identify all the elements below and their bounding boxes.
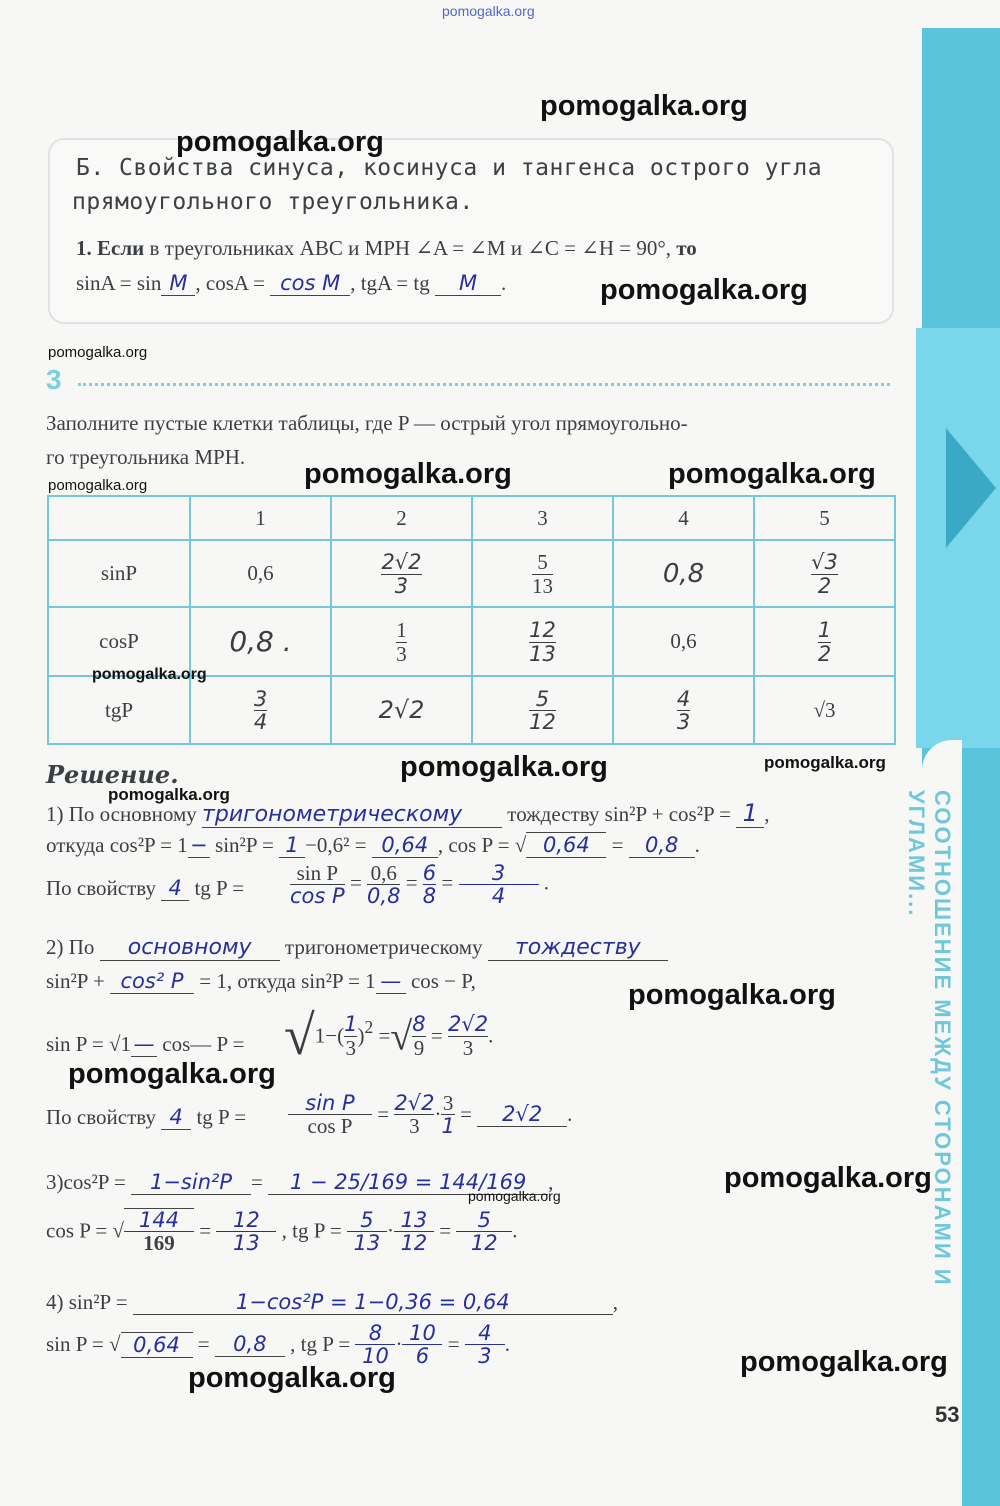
cos-cell-4: 0,6 — [613, 607, 754, 676]
section-b-answers — [76, 271, 506, 296]
step4-line2: sin P = √ 0,64 = 0,8 , tg P = $\frac{8}{10}$ · $\frac{10}{6}$ = $\frac{4}{3}$ . — [46, 1321, 511, 1369]
step1-fractions: $\frac{\text{sin P}}{\text{cos P}}$ = $\frac{0,6}{0,8}$ = $\frac{6}{8}$ = $\frac{3}{4}$ . — [290, 861, 549, 909]
col-header-4: 4 — [613, 496, 754, 540]
watermark: pomogalka.org — [724, 1162, 932, 1194]
tg-prefix: , tgA = tg — [350, 271, 430, 295]
chapter-arrow-icon — [946, 428, 996, 548]
cos-answer: cos M — [270, 271, 350, 296]
watermark: pomogalka.org — [304, 458, 512, 490]
page-number: 53 — [935, 1402, 960, 1427]
watermark: pomogalka.org — [540, 90, 748, 122]
task-number: 3 — [46, 364, 62, 395]
tg-cell-1: $\frac{3}{4}$ — [190, 676, 331, 744]
sin-cell-1: 0,6 — [190, 540, 331, 607]
col-header-2: 2 — [331, 496, 472, 540]
solution-title: Решение. — [46, 760, 179, 789]
step2-fractions: $\frac{\text{sin P}}{\text{cos P}}$ = $\frac{2√2}{3}$ · $\frac{3}{1}$ = 2√2 . — [288, 1092, 572, 1137]
watermark: pomogalka.org — [668, 458, 876, 490]
col-header-1: 1 — [190, 496, 331, 540]
watermark: pomogalka.org — [628, 979, 836, 1011]
step1-line3: По свойству 4 tg P = — [46, 876, 245, 900]
step1-answer-identity: тригонометрическому — [202, 802, 502, 828]
step1-answer-one: 1 — [736, 799, 764, 828]
col-header-3: 3 — [472, 496, 613, 540]
sin-answer: M — [161, 271, 195, 296]
table-row-sin — [48, 540, 895, 607]
tg-cell-3: $\frac{5}{12}$ — [472, 676, 613, 744]
chapter-title-vertical: СООТНОШЕНИЕ МЕЖДУ СТОРОНАМИ И УГЛАМИ... — [904, 790, 955, 1287]
step2-line1: 2) По основному тригонометрическому тождеству — [46, 935, 668, 961]
cos-cell-2: $\frac{1}{3}$ — [331, 607, 472, 676]
watermark-small: pomogalka.org — [468, 1188, 561, 1204]
task-dotted-rule — [78, 383, 890, 386]
item1-text: в треугольниках ABC и MPH ∠A = ∠M и ∠C = ∠H = 90°, — [149, 236, 672, 260]
section-b-item1 — [76, 236, 697, 261]
step4-line1: 4) sin²P = 1−cos²P = 1−0,36 = 0,64 , — [46, 1290, 619, 1314]
item1-number: 1. — [76, 236, 92, 260]
task-text-2: го треугольника MPH. — [46, 445, 246, 469]
values-table — [47, 495, 896, 745]
sin-cell-4: 0,8 — [613, 540, 754, 607]
watermark: pomogalka.org — [188, 1362, 396, 1394]
watermark-small: pomogalka.org — [108, 785, 230, 804]
item1-then: то — [676, 236, 697, 260]
watermark: pomogalka.org — [400, 751, 608, 783]
step2-line4: По свойству 4 tg P = — [46, 1105, 247, 1129]
step1-line1: 1) По основному тригонометрическому тождеству sin²P + cos²P = 1 , — [46, 799, 770, 827]
table-row-tg — [48, 676, 895, 744]
end-dot: . — [501, 271, 507, 295]
section-b-heading: Б. Свойства синуса, косинуса и тангенса острого угла — [76, 155, 823, 181]
tg-answer: M — [435, 271, 501, 296]
tg-cell-4: $\frac{4}{3}$ — [613, 676, 754, 744]
tg-cell-2: 2√2 — [331, 676, 472, 744]
cos-cell-1: 0,8 . — [190, 607, 331, 676]
row-label-sin: sinP — [48, 540, 190, 607]
table-corner — [48, 496, 190, 540]
step3-line1: 3)cos²P = 1−sin²P = 1 − 25/169 = 144/169 , — [46, 1170, 554, 1194]
watermark-small: pomogalka.org — [92, 666, 207, 683]
step2-radical: √1−( $\frac{1}{3}$ )$^2$ =√ $\frac{8}{9}$ = $\frac{2√2}{3}$ . — [284, 1005, 494, 1067]
watermark-small: pomogalka.org — [48, 477, 148, 494]
col-header-5: 5 — [754, 496, 895, 540]
sin-cell-5: $\frac{√3}{2}$ — [754, 540, 895, 607]
sin-cell-3: $\frac{5}{13}$ — [472, 540, 613, 607]
table-header-row — [48, 496, 895, 540]
step1-line2: откуда cos²P = 1 − sin²P = 1 −0,6² = 0,64 , cos P = √ 0,64 = 0,8 . — [46, 833, 700, 857]
row-label-cos: cosP — [48, 607, 190, 676]
watermark: pomogalka.org — [176, 126, 384, 158]
watermark-top: pomogalka.org — [442, 3, 535, 19]
step2-line2: sin²P + cos² P = 1, откуда sin²P = 1 — cos − P, — [46, 969, 476, 993]
cos-prefix: , cosA = — [195, 271, 265, 295]
watermark: pomogalka.org — [68, 1058, 276, 1090]
section-b-heading-2: прямоугольного треугольника. — [72, 189, 474, 215]
cos-cell-3: $\frac{12}{13}$ — [472, 607, 613, 676]
step2-line3: sin P = √1 — cos— P = — [46, 1032, 245, 1056]
item1-if: Если — [97, 236, 145, 260]
watermark-small: pomogalka.org — [48, 344, 148, 361]
watermark-small: pomogalka.org — [764, 753, 886, 772]
watermark: pomogalka.org — [600, 274, 808, 306]
watermark: pomogalka.org — [740, 1346, 948, 1378]
task-text-1: Заполните пустые клетки таблицы, где P — острый угол прямоугольно- — [46, 411, 688, 435]
sin-cell-2: $\frac{2√2}{3}$ — [331, 540, 472, 607]
cos-cell-5: $\frac{1}{2}$ — [754, 607, 895, 676]
sin-prefix: sinA = sin — [76, 271, 162, 295]
step3-line2: cos P = √ $\frac{144}{169}$ = $\frac{12}{13}$ , tg P = $\frac{5}{13}$ · $\frac{13}{12}$ = $\frac{5}{12}$ . — [46, 1207, 518, 1256]
row-label-tg: tgP — [48, 676, 190, 744]
tg-cell-5: √3 — [754, 676, 895, 744]
